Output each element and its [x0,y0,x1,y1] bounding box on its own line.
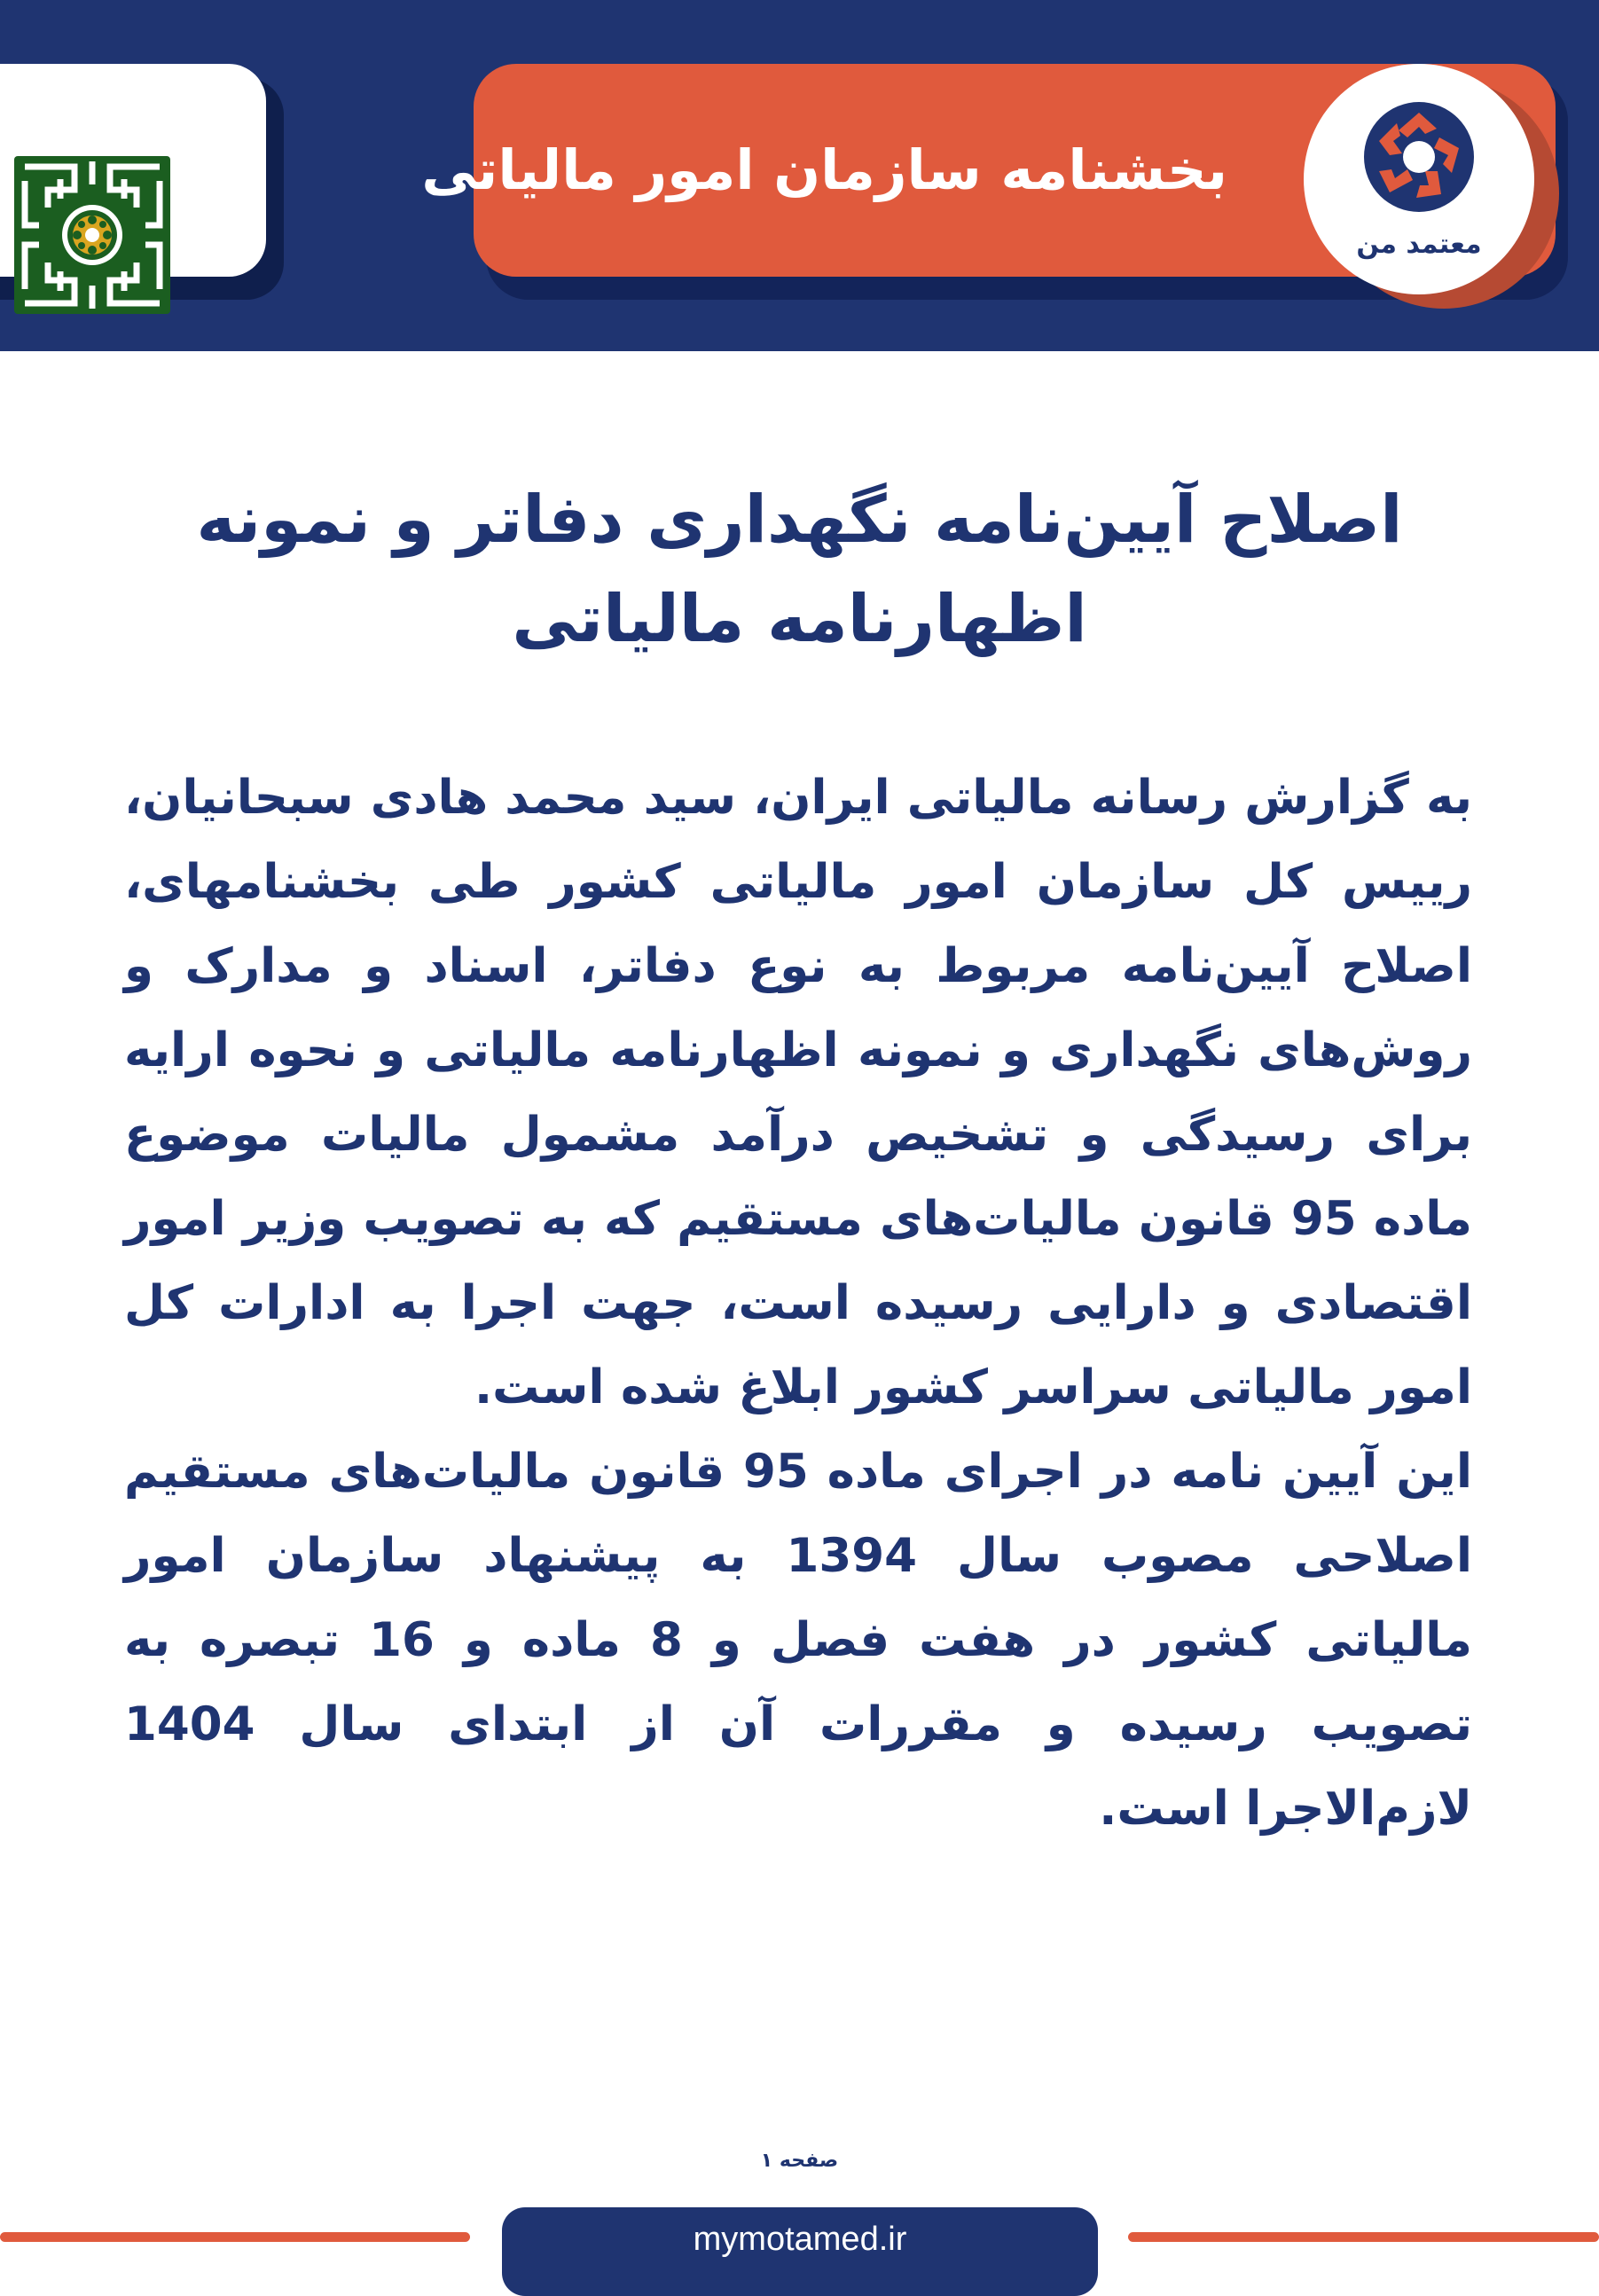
logo-text: معتمد من [1356,229,1482,260]
page-title-line-2: اظهارنامه مالیاتی [512,581,1087,657]
website-link[interactable]: mymotamed.ir [693,2221,907,2258]
footer-divider-right [1128,2232,1599,2242]
header-band [0,0,1599,351]
footer-divider-left [0,2232,470,2242]
header-title: بخشنامه سازمان امور مالیاتی [421,137,1227,202]
tax-organization-emblem-icon [12,154,172,316]
footer-badge [502,2207,1098,2296]
emblem-card [0,64,266,277]
motamed-logo-icon [1344,86,1494,237]
page-title-line-1: اصلاح آیین‌نامه نگهداری دفاتر و نمونه [196,482,1403,558]
page-number: صفحه ۱ [760,2150,839,2172]
article-paragraph-2: این آیین نامه در اجرای ماده 95 قانون مالیات‌های مستقیم اصلاحی مصوب سال 1394 به پیشنهاد سازمان امور مالیاتی کشور در هفت فصل و 8 ماده و 16 تبصره به تصویب رسیده و مقررات آن از ابتدای سال 1404 لازم‌الاجرا است. [124,1445,1472,1836]
logo-badge [1304,64,1534,294]
article-body [124,756,1472,1851]
page-title [133,470,1466,669]
article-paragraph-1: به گزارش رسانه مالیاتی ایران، سید محمد هادی سبحانیان، رییس کل سازمان امور مالیاتی کشور طی بخشنامهای، اصلاح آیین‌نامه مربوط به نوع دفاتر، اسناد و مدارک و روش‌های نگهداری و نمونه اظهارنامه مالیاتی و نحوه ارایه برای رسیدگی و تشخیص درآمد مشمول مالیات موضوع ماده 95 قانون مالیات‌های مستقیم که به تصویب وزیر امور اقتصادی و دارایی رسیده است، جهت اجرا به ادارات کل امور مالیاتی سراسر کشور ابلاغ شده است. [124,771,1473,1414]
